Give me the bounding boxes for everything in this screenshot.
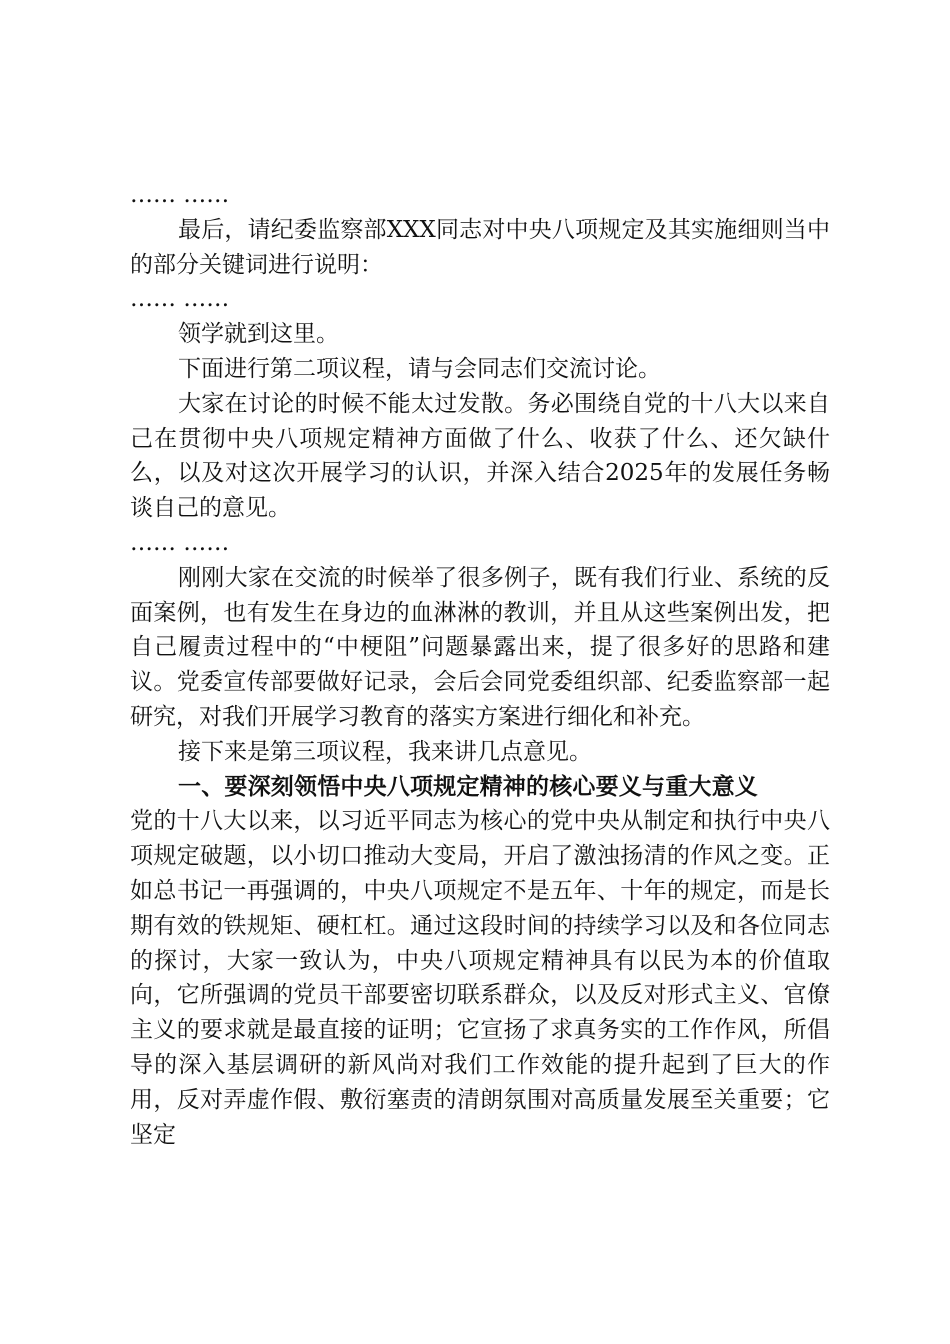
paragraph-section-1-body: 党的十八大以来，以习近平同志为核心的党中央从制定和执行中央八项规定破题，以小切口推动大变局，开启了激浊扬清的作风之变。正如总书记一再强调的，中央八项规定不是五年、十年的规定，而是长期有效的铁规矩、硬杠杠。通过这段时间的持续学习以及和各位同志的探讨，大家一致认为，中央八项规定精神具有以民为本的价值取向，它所强调的党员干部要密切联系群众，以及反对形式主义、官僚主义的要求就是最直接的证明；它宣扬了求真务实的工作作风，所倡导的深入基层调研的新风尚对我们工作效能的提升起到了巨大的作用，反对弄虚作假、敷衍塞责的清朗氛围对高质量发展至关重要；它坚定 (130, 808, 830, 1148)
ellipsis-line: …… …… (130, 286, 230, 313)
paragraph-final-explanation: 最后，请纪委监察部XXX同志对中央八项规定及其实施细则当中的部分关键词进行说明： (130, 216, 830, 278)
paragraph-study-end: 领学就到这里。 (178, 321, 339, 348)
paragraph-discussion-guidance: 大家在讨论的时候不能太过发散。务必围绕自党的十八大以来自己在贯彻中央八项规定精神方面做了什么、收获了什么、还欠缺什么，以及对这次开展学习的认识，并深入结合2025年的发展任务畅谈自己的意见。 (130, 390, 830, 522)
paragraph-discussion-summary: 刚刚大家在交流的时候举了很多例子，既有我们行业、系统的反面案例，也有发生在身边的血淋淋的教训，并且从这些案例出发，把自己履责过程中的“中梗阻”问题暴露出来，提了很多好的思路和建议。党委宣传部要做好记录，会后会同党委组织部、纪委监察部一起研究，对我们开展学习教育的落实方案进行细化和补充。 (130, 564, 830, 730)
section-heading-1: 一、要深刻领悟中央八项规定精神的核心要义与重大意义 (178, 773, 758, 800)
ellipsis-line: …… …… (130, 182, 230, 208)
document-body (130, 178, 830, 1152)
paragraph-third-agenda: 接下来是第三项议程，我来讲几点意见。 (178, 738, 592, 765)
paragraph-second-agenda: 下面进行第二项议程，请与会同志们交流讨论。 (178, 355, 661, 382)
ellipsis-line: …… …… (130, 529, 230, 556)
